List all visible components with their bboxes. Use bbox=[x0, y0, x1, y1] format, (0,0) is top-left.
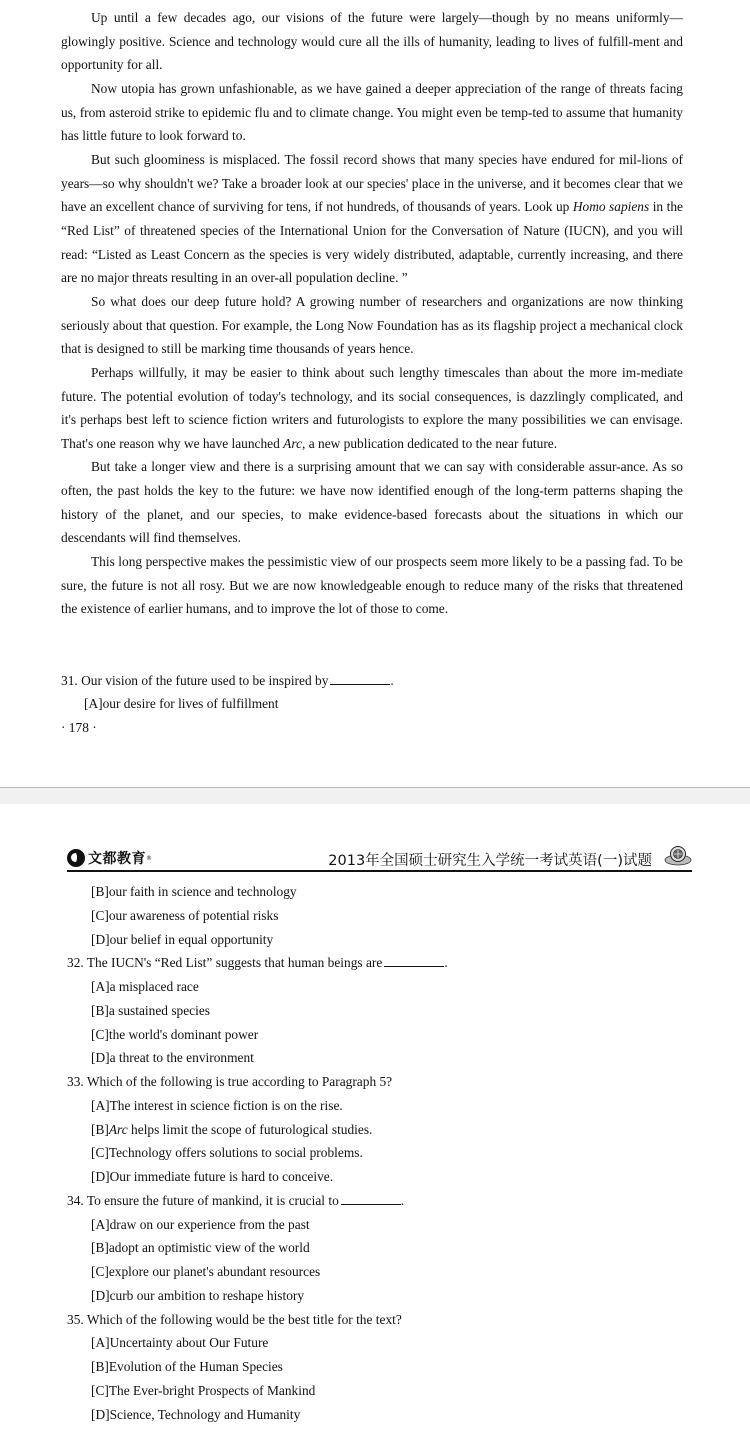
emblem-icon bbox=[664, 844, 692, 866]
logo-text: 文都教育 bbox=[88, 851, 146, 867]
page-header bbox=[67, 844, 692, 872]
question-33-option-b bbox=[67, 1118, 687, 1142]
question-35-option-b: [B]Evolution of the Human Species bbox=[91, 1359, 283, 1374]
question-34-option-c: [C]explore our planet's abundant resources bbox=[91, 1264, 321, 1279]
question-32-option-d: [D]a threat to the environment bbox=[91, 1050, 254, 1066]
question-31-option-c: [C]our awareness of potential risks bbox=[91, 907, 279, 923]
question-35-option-d: [D]Science, Technology and Humanity bbox=[91, 1406, 301, 1422]
paragraph-2: Now utopia has grown unfashionable, as we have gained a deeper appreciation of the range of threats facing us, from asteroid strike to epidemic flu and to climate change. You might even be temp-ted to assume that humanity has little future to look forward to. bbox=[61, 80, 683, 144]
question-31-option-d: [D]our belief in equal opportunity bbox=[91, 931, 274, 947]
question-33-option-c: [C]Technology offers solutions to social problems. bbox=[91, 1145, 363, 1161]
paragraph-3-text-b: in the “Red List” of threatened species of the International Union for the Conversation of Nature (IUCN), and you will read: “Listed as Least Concern as the species is very widely distributed, adaptable, currently increasing, and there are no major threats resulting in an over-all population decline. ” bbox=[61, 199, 683, 286]
page-gap bbox=[0, 787, 750, 805]
question-32-option-b: [B]a sustained species bbox=[91, 1002, 210, 1018]
question-32-option-c: [C]the world's dominant power bbox=[91, 1026, 259, 1042]
brand-logo bbox=[67, 848, 152, 868]
option-text: helps limit the scope of futurological studies. bbox=[127, 1121, 373, 1137]
paragraph-5-italic: Arc bbox=[283, 435, 303, 451]
question-32-text: 32. The IUCN's “Red List” suggests that human beings are bbox=[67, 955, 383, 971]
page-number: · 178 · bbox=[61, 720, 97, 735]
exam-title: 2013年全国硕士研究生入学统一考试英语(一)试题 bbox=[328, 853, 652, 869]
question-32-option-a: [A]a misplaced race bbox=[91, 979, 199, 994]
paragraph-3-italic: Homo sapiens bbox=[572, 199, 650, 215]
question-31-option-a: [A]our desire for lives of fulfillment bbox=[84, 696, 279, 711]
registered-mark: ® bbox=[146, 854, 152, 862]
paragraph-5-text-b: , a new publication dedicated to the near future. bbox=[302, 435, 558, 451]
question-34-text: 34. To ensure the future of mankind, it is crucial to bbox=[67, 1192, 339, 1208]
paragraph-5 bbox=[61, 361, 683, 456]
question-31-text: 31. Our vision of the future used to be inspired by bbox=[61, 673, 329, 688]
question-33-option-d: [D]Our immediate future is hard to conceive. bbox=[91, 1169, 334, 1184]
question-34-option-a: [A]draw on our experience from the past bbox=[91, 1216, 310, 1232]
paragraph-3-text-a: But such gloominess is misplaced. The fossil record shows that many species have endured for mil-lions of years—so why shouldn't we? Take a broader look at our species' place in the universe, and it becomes clear that we have an excellent chance of surviving for tens, if not hundreds, of thousands of years. Look up bbox=[61, 151, 683, 215]
paragraph-5-text-a: Perhaps willfully, it may be easier to think about such lengthy timescales than about the more im-mediate future. The potential evolution of today's technology, and its social consequences, is dazzlingly complicated, and it's perhaps best left to science fiction writers and futurologists to explore the many possibilities we can envisage. That's one reason why we have launched bbox=[61, 364, 683, 451]
question-34-option-b: [B]adopt an optimistic view of the world bbox=[91, 1240, 310, 1256]
question-31: 31. Our vision of the future used to be inspired by . bbox=[61, 673, 394, 688]
paragraph-6: But take a longer view and there is a surprising amount that we can say with considerable assur-ance. As so often, the past holds the key to the future: we have now identified enough of the long-term patterns shaping the history of the planet, and our species, to make evidence-based forecasts about the situations in which our descendants will find themselves. bbox=[61, 459, 683, 546]
logo-icon bbox=[67, 849, 85, 867]
paragraph-4: So what does our deep future hold? A growing number of researchers and organizations are now thinking seriously about that question. For example, the Long Now Foundation has as its flagship project a mechanical clock that is designed to still be marking time thousands of years hence. bbox=[61, 293, 683, 357]
questions-block bbox=[67, 880, 687, 1426]
exam-page-2 bbox=[0, 804, 750, 1436]
option-italic: Arc bbox=[108, 1121, 128, 1137]
question-31-option-b: [B]our faith in science and technology bbox=[91, 884, 297, 899]
answer-blank bbox=[341, 1192, 401, 1205]
paragraph-1: Up until a few decades ago, our visions of the future were largely—though by no means uniformly—glowingly positive. Science and technology would cure all the ills of humanity, leading to lives of fulfill-ment and opportunity for all. bbox=[61, 10, 683, 73]
paragraph-3 bbox=[61, 148, 683, 290]
question-33: 33. Which of the following is true according to Paragraph 5? bbox=[67, 1074, 393, 1089]
passage-text bbox=[61, 6, 683, 621]
answer-blank bbox=[330, 672, 390, 685]
option-label: [B] bbox=[91, 1121, 109, 1137]
question-32: 32. The IUCN's “Red List” suggests that human beings are . bbox=[67, 955, 448, 971]
question-34: 34. To ensure the future of mankind, it is crucial to . bbox=[67, 1192, 405, 1208]
question-33-option-a: [A]The interest in science fiction is on the rise. bbox=[91, 1097, 343, 1113]
question-35: 35. Which of the following would be the best title for the text? bbox=[67, 1311, 402, 1327]
question-35-option-a: [A]Uncertainty about Our Future bbox=[91, 1335, 269, 1351]
question-34-option-d: [D]curb our ambition to reshape history bbox=[91, 1287, 305, 1303]
answer-blank bbox=[384, 954, 444, 967]
paragraph-7: This long perspective makes the pessimistic view of our prospects seem more likely to be a passing fad. To be sure, the future is not all rosy. But we are now knowledgeable enough to reduce many of the risks that threatened the existence of earlier humans, and to improve the lot of those to come. bbox=[61, 554, 683, 617]
question-35-option-c: [C]The Ever-bright Prospects of Mankind bbox=[91, 1382, 316, 1398]
